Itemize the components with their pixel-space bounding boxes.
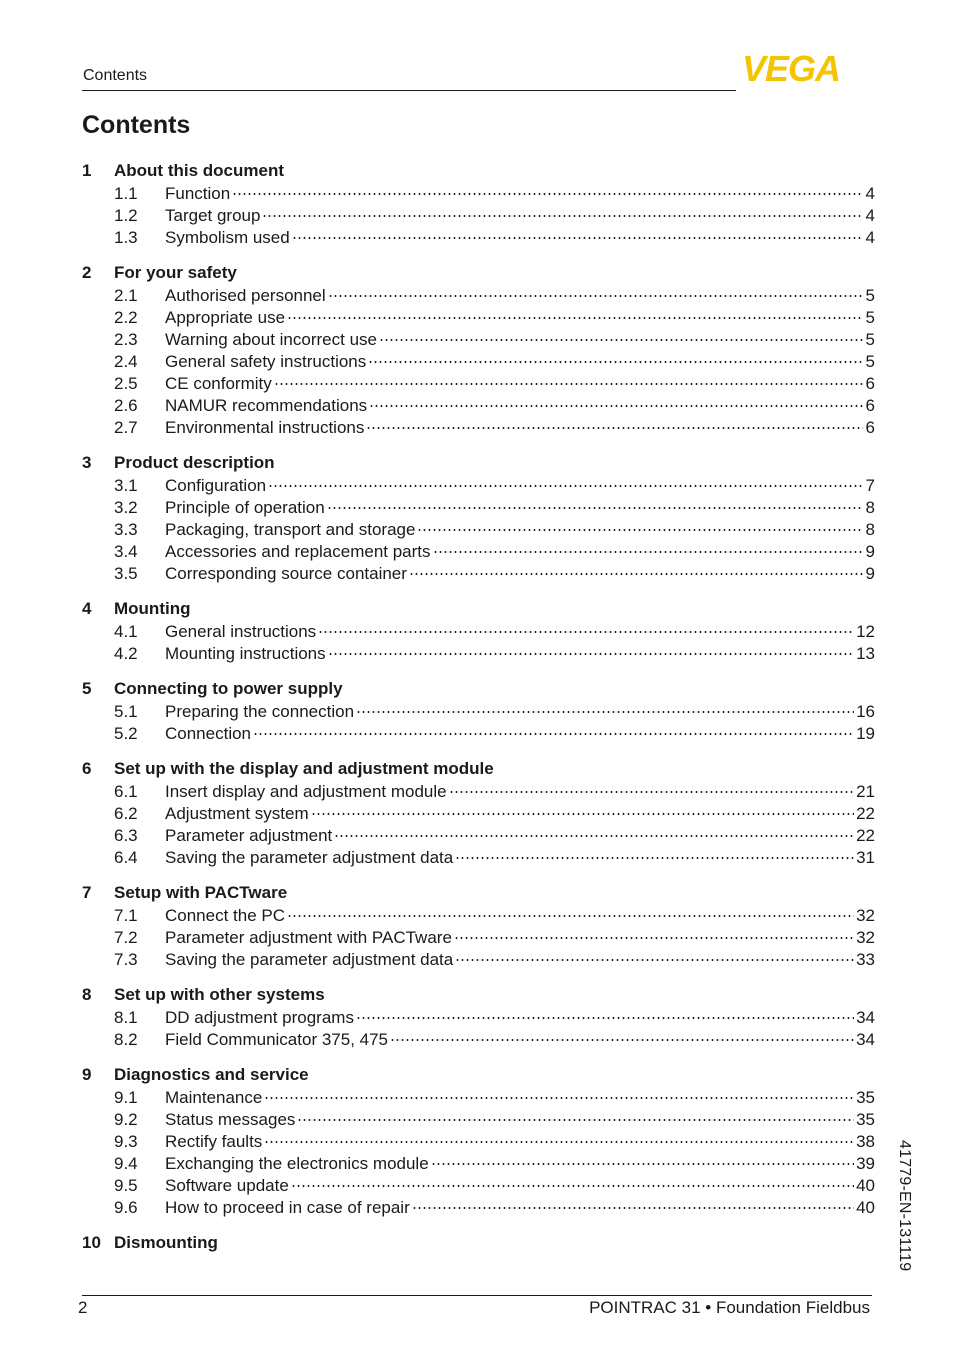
section-title: Field Communicator 375, 475	[165, 1030, 389, 1049]
toc-entry[interactable]	[82, 307, 875, 329]
dot-leader	[328, 295, 863, 297]
chapter-number: 4	[82, 599, 92, 618]
toc-entry[interactable]	[82, 417, 875, 439]
dot-leader	[292, 237, 863, 239]
section-number: 2.1	[114, 286, 138, 305]
toc-entry[interactable]	[82, 1153, 875, 1175]
dot-leader	[318, 631, 854, 633]
section-number: 9.2	[114, 1110, 138, 1129]
section-title: Maintenance	[165, 1088, 263, 1107]
section-title: Preparing the connection	[165, 702, 355, 721]
dot-leader	[368, 361, 863, 363]
section-number: 3.3	[114, 520, 138, 539]
toc-chapter	[82, 677, 875, 745]
section-number: 6.3	[114, 826, 138, 845]
section-page-number: 38	[856, 1132, 875, 1151]
section-title: DD adjustment programs	[165, 1008, 354, 1027]
section-page-number: 4	[865, 184, 875, 203]
section-page-number: 39	[856, 1154, 875, 1173]
section-page-number: 32	[856, 928, 875, 947]
toc-entry[interactable]	[82, 227, 875, 249]
section-number: 2.4	[114, 352, 138, 371]
chapter-number: 6	[82, 759, 92, 778]
section-number: 6.4	[114, 848, 138, 867]
section-title: Corresponding source container	[165, 564, 407, 583]
section-title: Symbolism used	[165, 228, 290, 247]
toc-entry[interactable]	[82, 927, 875, 949]
section-title: Warning about incorrect use	[165, 330, 377, 349]
section-title: Adjustment system	[165, 804, 309, 823]
section-page-number: 6	[865, 418, 875, 437]
chapter-number: 1	[82, 161, 92, 180]
section-title: Mounting instructions	[165, 644, 326, 663]
dot-leader	[334, 835, 854, 837]
section-number: 5.2	[114, 724, 138, 743]
toc-entry[interactable]	[82, 541, 875, 563]
section-page-number: 9	[865, 542, 875, 561]
chapter-number: 8	[82, 985, 92, 1004]
section-number: 9.1	[114, 1088, 138, 1107]
toc-chapter	[82, 261, 875, 439]
chapter-title: About this document	[114, 161, 284, 180]
running-header: Contents	[83, 67, 148, 84]
dot-leader	[366, 427, 863, 429]
toc-entry[interactable]	[82, 519, 875, 541]
section-title: Saving the parameter adjustment data	[165, 950, 454, 969]
toc-chapter	[82, 1063, 875, 1219]
dot-leader	[431, 1163, 854, 1165]
toc-entry[interactable]	[82, 643, 875, 665]
footer-divider	[82, 1295, 872, 1296]
section-title: NAMUR recommendations	[165, 396, 368, 415]
toc-entry[interactable]	[82, 905, 875, 927]
section-title: Connection	[165, 724, 252, 743]
section-title: Appropriate use	[165, 308, 286, 327]
chapter-number: 7	[82, 883, 92, 902]
dot-leader	[390, 1039, 854, 1041]
toc-entry[interactable]	[82, 285, 875, 307]
section-number: 1.3	[114, 228, 138, 247]
toc-chapter	[82, 983, 875, 1051]
section-title: Authorised personnel	[165, 286, 326, 305]
header-divider	[82, 90, 736, 91]
section-number: 5.1	[114, 702, 138, 721]
dot-leader	[327, 507, 863, 509]
toc-entry[interactable]	[82, 1007, 875, 1029]
dot-leader	[412, 1207, 854, 1209]
dot-leader	[253, 733, 854, 735]
chapter-title: Setup with PACTware	[114, 883, 288, 902]
section-page-number: 31	[856, 848, 875, 867]
section-page-number: 5	[865, 352, 875, 371]
section-number: 9.3	[114, 1132, 138, 1151]
toc-chapter	[82, 757, 875, 869]
dot-leader	[356, 711, 854, 713]
toc-entry[interactable]	[82, 1131, 875, 1153]
chapter-title: Mounting	[114, 599, 191, 618]
toc-chapter	[82, 1231, 875, 1255]
chapter-number: 9	[82, 1065, 92, 1084]
dot-leader	[264, 1141, 854, 1143]
toc-chapter-heading[interactable]	[82, 677, 875, 701]
section-number: 9.6	[114, 1198, 138, 1217]
section-page-number: 21	[856, 782, 875, 801]
section-title: Status messages	[165, 1110, 296, 1129]
section-page-number: 34	[856, 1008, 875, 1027]
dot-leader	[356, 1017, 854, 1019]
toc-chapter	[82, 159, 875, 249]
toc-entry[interactable]	[82, 183, 875, 205]
toc-entry[interactable]	[82, 1175, 875, 1197]
section-title: Accessories and replacement parts	[165, 542, 431, 561]
dot-leader	[369, 405, 863, 407]
toc-entry[interactable]	[82, 803, 875, 825]
dot-leader	[455, 857, 854, 859]
toc-chapter-heading[interactable]	[82, 261, 875, 285]
dot-leader	[287, 915, 854, 917]
toc-entry[interactable]	[82, 329, 875, 351]
section-number: 2.6	[114, 396, 138, 415]
section-page-number: 16	[856, 702, 875, 721]
dot-leader	[274, 383, 863, 385]
section-title: How to proceed in case of repair	[165, 1198, 410, 1217]
toc-entry[interactable]	[82, 351, 875, 373]
chapter-title: Set up with other systems	[114, 985, 325, 1004]
footer-product-name: POINTRAC 31 • Foundation Fieldbus	[589, 1298, 870, 1317]
section-page-number: 19	[856, 724, 875, 743]
section-number: 2.7	[114, 418, 138, 437]
toc-entry[interactable]	[82, 723, 875, 745]
chapter-title: For your safety	[114, 263, 237, 282]
page-title: Contents	[82, 111, 191, 139]
section-page-number: 33	[856, 950, 875, 969]
dot-leader	[262, 215, 863, 217]
chapter-title: Connecting to power supply	[114, 679, 343, 698]
section-title: Principle of operation	[165, 498, 325, 517]
section-title: Exchanging the electronics module	[165, 1154, 429, 1173]
section-number: 3.2	[114, 498, 138, 517]
dot-leader	[264, 1097, 854, 1099]
section-number: 7.1	[114, 906, 138, 925]
section-number: 4.2	[114, 644, 138, 663]
toc-chapter-heading[interactable]	[82, 159, 875, 183]
toc-entry[interactable]	[82, 1087, 875, 1109]
section-title: Insert display and adjustment module	[165, 782, 447, 801]
section-number: 2.5	[114, 374, 138, 393]
section-title: General safety instructions	[165, 352, 367, 371]
document-code: 41779-EN-131119	[896, 1140, 913, 1272]
toc-chapter	[82, 451, 875, 585]
toc-chapter-heading[interactable]	[82, 983, 875, 1007]
toc-entry[interactable]	[82, 563, 875, 585]
toc-entry[interactable]	[82, 781, 875, 803]
toc-chapter	[82, 597, 875, 665]
chapter-number: 5	[82, 679, 92, 698]
toc-entry[interactable]	[82, 205, 875, 227]
toc-entry[interactable]	[82, 497, 875, 519]
section-number: 7.2	[114, 928, 138, 947]
section-number: 9.4	[114, 1154, 138, 1173]
table-of-contents	[82, 159, 875, 1267]
section-page-number: 13	[856, 644, 875, 663]
toc-chapter-heading[interactable]	[82, 597, 875, 621]
section-page-number: 40	[856, 1176, 875, 1195]
dot-leader	[268, 485, 863, 487]
dot-leader	[232, 193, 863, 195]
section-page-number: 4	[865, 228, 875, 247]
section-page-number: 4	[865, 206, 875, 225]
dot-leader	[291, 1185, 854, 1187]
toc-chapter-heading[interactable]	[82, 1063, 875, 1087]
toc-chapter-heading[interactable]	[82, 757, 875, 781]
section-number: 3.5	[114, 564, 138, 583]
section-page-number: 40	[856, 1198, 875, 1217]
toc-entry[interactable]	[82, 1029, 875, 1051]
toc-entry[interactable]	[82, 373, 875, 395]
section-page-number: 5	[865, 330, 875, 349]
section-page-number: 7	[865, 476, 875, 495]
chapter-title: Dismounting	[114, 1233, 218, 1252]
footer-page-number: 2	[78, 1298, 88, 1317]
section-page-number: 32	[856, 906, 875, 925]
toc-entry[interactable]	[82, 701, 875, 723]
section-page-number: 5	[865, 308, 875, 327]
dot-leader	[328, 653, 854, 655]
logo-text: VEGA	[742, 52, 841, 82]
toc-entry[interactable]	[82, 1197, 875, 1219]
section-page-number: 22	[856, 826, 875, 845]
dot-leader	[433, 551, 863, 553]
section-number: 8.1	[114, 1008, 138, 1027]
toc-entry[interactable]	[82, 395, 875, 417]
section-page-number: 35	[856, 1110, 875, 1129]
section-title: Target group	[165, 206, 261, 225]
dot-leader	[287, 317, 863, 319]
dot-leader	[454, 937, 854, 939]
toc-entry[interactable]	[82, 949, 875, 971]
toc-entry[interactable]	[82, 847, 875, 869]
section-title: Parameter adjustment	[165, 826, 333, 845]
section-number: 2.3	[114, 330, 138, 349]
dot-leader	[455, 959, 854, 961]
section-number: 1.2	[114, 206, 138, 225]
section-title: Packaging, transport and storage	[165, 520, 416, 539]
section-number: 3.1	[114, 476, 138, 495]
section-title: Rectify faults	[165, 1132, 263, 1151]
section-title: General instructions	[165, 622, 317, 641]
section-number: 2.2	[114, 308, 138, 327]
section-page-number: 6	[865, 374, 875, 393]
dot-leader	[297, 1119, 854, 1121]
section-number: 9.5	[114, 1176, 138, 1195]
dot-leader	[379, 339, 863, 341]
section-title: Saving the parameter adjustment data	[165, 848, 454, 867]
section-title: Configuration	[165, 476, 267, 495]
chapter-title: Product description	[114, 453, 275, 472]
toc-entry[interactable]	[82, 621, 875, 643]
chapter-number: 10	[82, 1233, 101, 1252]
section-title: Environmental instructions	[165, 418, 365, 437]
section-number: 3.4	[114, 542, 138, 561]
toc-chapter-heading[interactable]	[82, 1231, 875, 1255]
section-title: Function	[165, 184, 231, 203]
section-title: Software update	[165, 1176, 289, 1195]
dot-leader	[417, 529, 863, 531]
toc-chapter	[82, 881, 875, 971]
section-number: 6.2	[114, 804, 138, 823]
section-page-number: 34	[856, 1030, 875, 1049]
section-page-number: 9	[865, 564, 875, 583]
toc-entry[interactable]	[82, 475, 875, 497]
section-page-number: 12	[856, 622, 875, 641]
toc-entry[interactable]	[82, 1109, 875, 1131]
chapter-title: Set up with the display and adjustment module	[114, 759, 494, 778]
section-title: CE conformity	[165, 374, 272, 393]
dot-leader	[449, 791, 854, 793]
section-title: Parameter adjustment with PACTware	[165, 928, 452, 947]
section-page-number: 5	[865, 286, 875, 305]
toc-chapter-heading[interactable]	[82, 451, 875, 475]
vega-logo	[742, 52, 872, 82]
section-number: 8.2	[114, 1030, 138, 1049]
chapter-number: 2	[82, 263, 92, 282]
section-page-number: 22	[856, 804, 875, 823]
section-page-number: 6	[865, 396, 875, 415]
section-page-number: 35	[856, 1088, 875, 1107]
section-number: 4.1	[114, 622, 138, 641]
section-title: Connect the PC	[165, 906, 286, 925]
section-number: 6.1	[114, 782, 138, 801]
chapter-title: Diagnostics and service	[114, 1065, 309, 1084]
chapter-number: 3	[82, 453, 92, 472]
toc-entry[interactable]	[82, 825, 875, 847]
section-number: 1.1	[114, 184, 138, 203]
section-page-number: 8	[865, 498, 875, 517]
dot-leader	[311, 813, 854, 815]
section-page-number: 8	[865, 520, 875, 539]
section-number: 7.3	[114, 950, 138, 969]
dot-leader	[409, 573, 863, 575]
toc-chapter-heading[interactable]	[82, 881, 875, 905]
